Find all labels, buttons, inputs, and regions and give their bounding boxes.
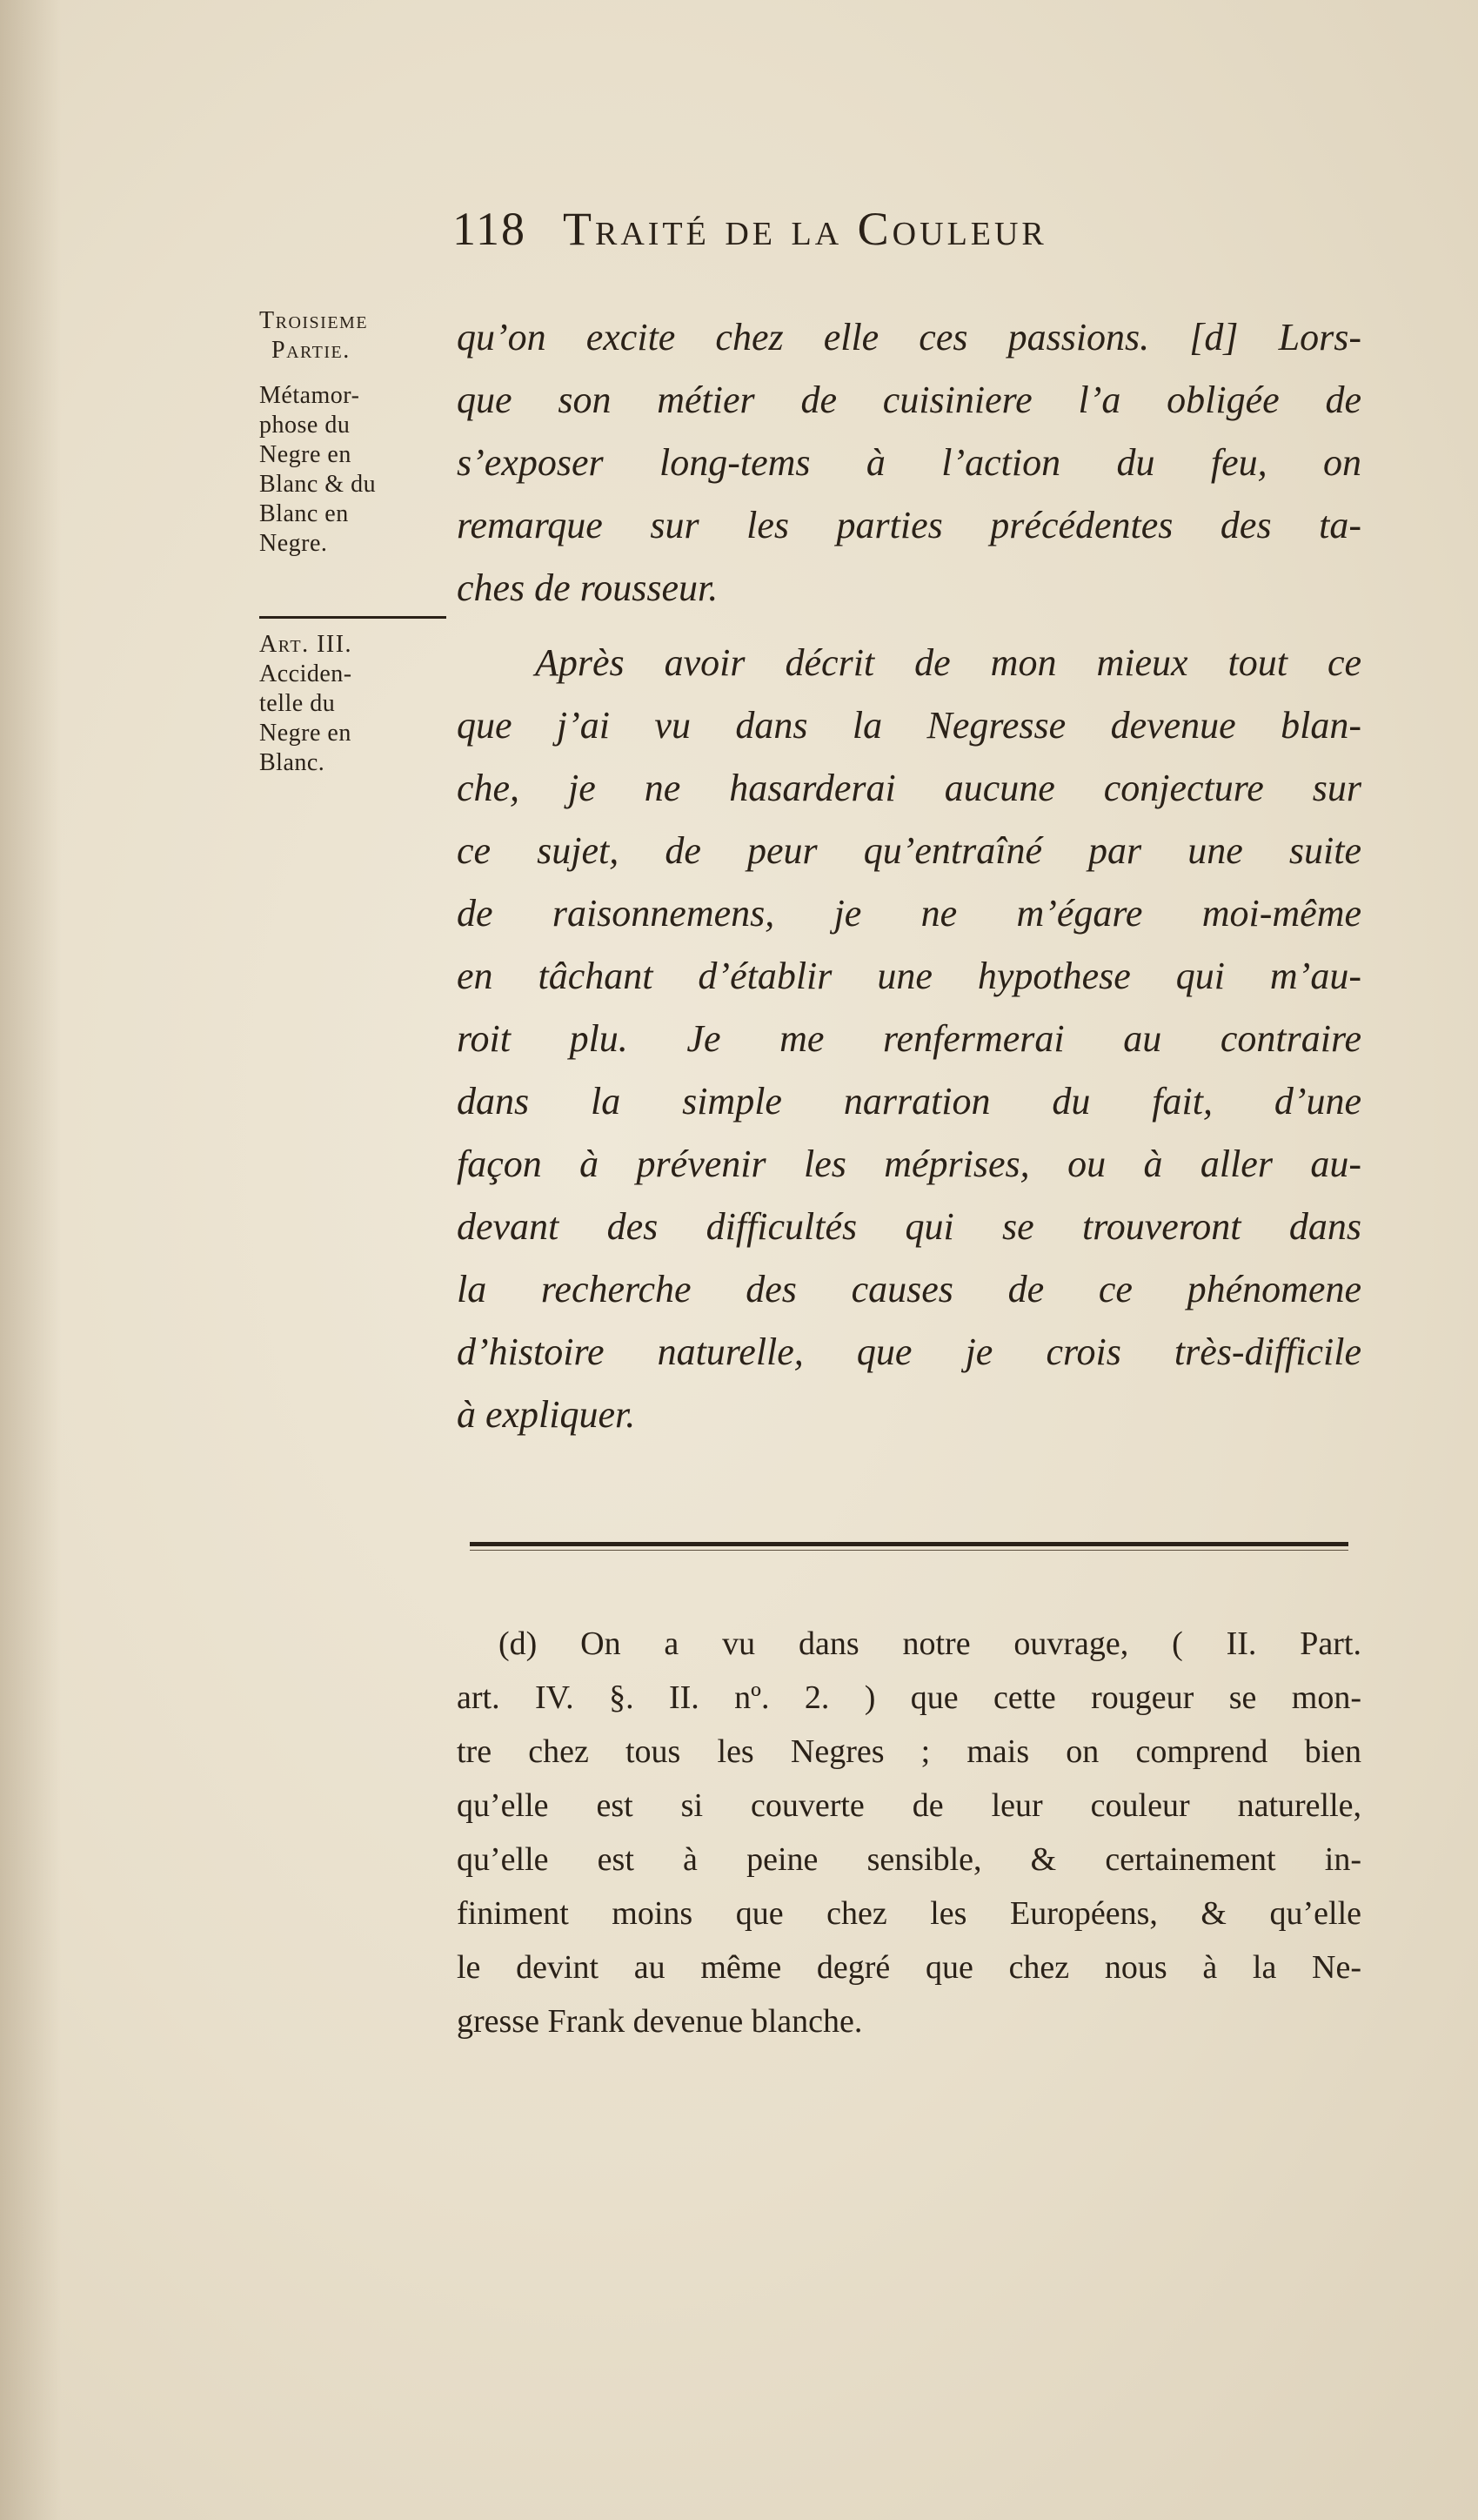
footnote-line: gresse Frank devenue blanche. <box>457 2003 863 2040</box>
text-line: de raisonnemens, je ne m’égare moi-même <box>457 892 1361 935</box>
margin-subject-line: Negre en <box>259 441 351 468</box>
text-line: d’histoire naturelle, que je crois très-difficile <box>457 1330 1361 1373</box>
footnote-separator-rule-thin <box>470 1550 1348 1551</box>
margin-note-article <box>259 630 451 778</box>
footnote-separator-rule <box>470 1542 1348 1546</box>
margin-note-subject <box>259 381 451 559</box>
running-head <box>452 202 1322 271</box>
text-line: en tâchant d’établir une hypothese qui m’au- <box>457 955 1361 997</box>
text-line: ce sujet, de peur qu’entraîné par une suite <box>457 829 1361 872</box>
margin-article-line: Negre en <box>259 720 351 747</box>
text-line: remarque sur les parties précédentes des ta- <box>457 504 1361 546</box>
margin-note-part <box>259 306 451 365</box>
footnote-line: finiment moins que chez les Européens, & qu’elle <box>457 1895 1361 1932</box>
text-line: qu’on excite chez elle ces passions. [d] Lors- <box>457 316 1361 359</box>
text-line: devant des difficultés qui se trouveront dans <box>457 1205 1361 1248</box>
footnote <box>457 1617 1361 2048</box>
margin-part-line: Partie. <box>271 337 351 364</box>
margin-article-line: telle du <box>259 690 336 717</box>
running-title: Traité de la Couleur <box>563 203 1047 255</box>
gutter-shadow <box>0 0 61 2520</box>
footnote-line: art. IV. §. II. nº. 2. ) que cette rougeur se mon- <box>457 1679 1361 1716</box>
text-line: la recherche des causes de ce phénomene <box>457 1268 1361 1310</box>
main-text <box>457 306 1361 1446</box>
text-line: roit plu. Je me renfermerai au contraire <box>457 1017 1361 1060</box>
footnote-line: qu’elle est si couverte de leur couleur naturelle, <box>457 1787 1361 1824</box>
margin-subject-line: phose du <box>259 412 351 439</box>
text-line: ches de rousseur. <box>457 566 719 609</box>
text-line: à expliquer. <box>457 1393 636 1436</box>
text-line: façon à prévenir les méprises, ou à aller au- <box>457 1143 1361 1185</box>
margin-subject-line: Blanc & du <box>259 471 377 498</box>
margin-subject-line: Métamor- <box>259 382 360 409</box>
margin-article-line: Blanc. <box>259 749 325 776</box>
text-line: que j’ai vu dans la Negresse devenue blan- <box>457 704 1361 747</box>
footnote-line: (d) On a vu dans notre ouvrage, ( II. Part. <box>498 1625 1361 1662</box>
margin-subject-line: Blanc en <box>259 500 349 527</box>
text-line: s’exposer long-tems à l’action du feu, on <box>457 441 1361 484</box>
footnote-line: le devint au même degré que chez nous à la Ne- <box>457 1949 1361 1986</box>
footnote-line: qu’elle est à peine sensible, & certainement in- <box>457 1841 1361 1878</box>
page-number: 118 <box>452 203 526 255</box>
margin-part-line: Troisieme <box>259 307 369 334</box>
margin-subject-line: Negre. <box>259 530 328 557</box>
margin-article-line: Acciden- <box>259 660 352 687</box>
text-line: Après avoir décrit de mon mieux tout ce <box>535 641 1361 684</box>
text-line: que son métier de cuisiniere l’a obligée de <box>457 379 1361 421</box>
margin-article-line: Art. III. <box>259 631 353 658</box>
text-line: che, je ne hasarderai aucune conjecture sur <box>457 767 1361 809</box>
margin-rule <box>259 616 446 619</box>
footnote-line: tre chez tous les Negres ; mais on comprend bien <box>457 1733 1361 1770</box>
text-line: dans la simple narration du fait, d’une <box>457 1080 1361 1123</box>
